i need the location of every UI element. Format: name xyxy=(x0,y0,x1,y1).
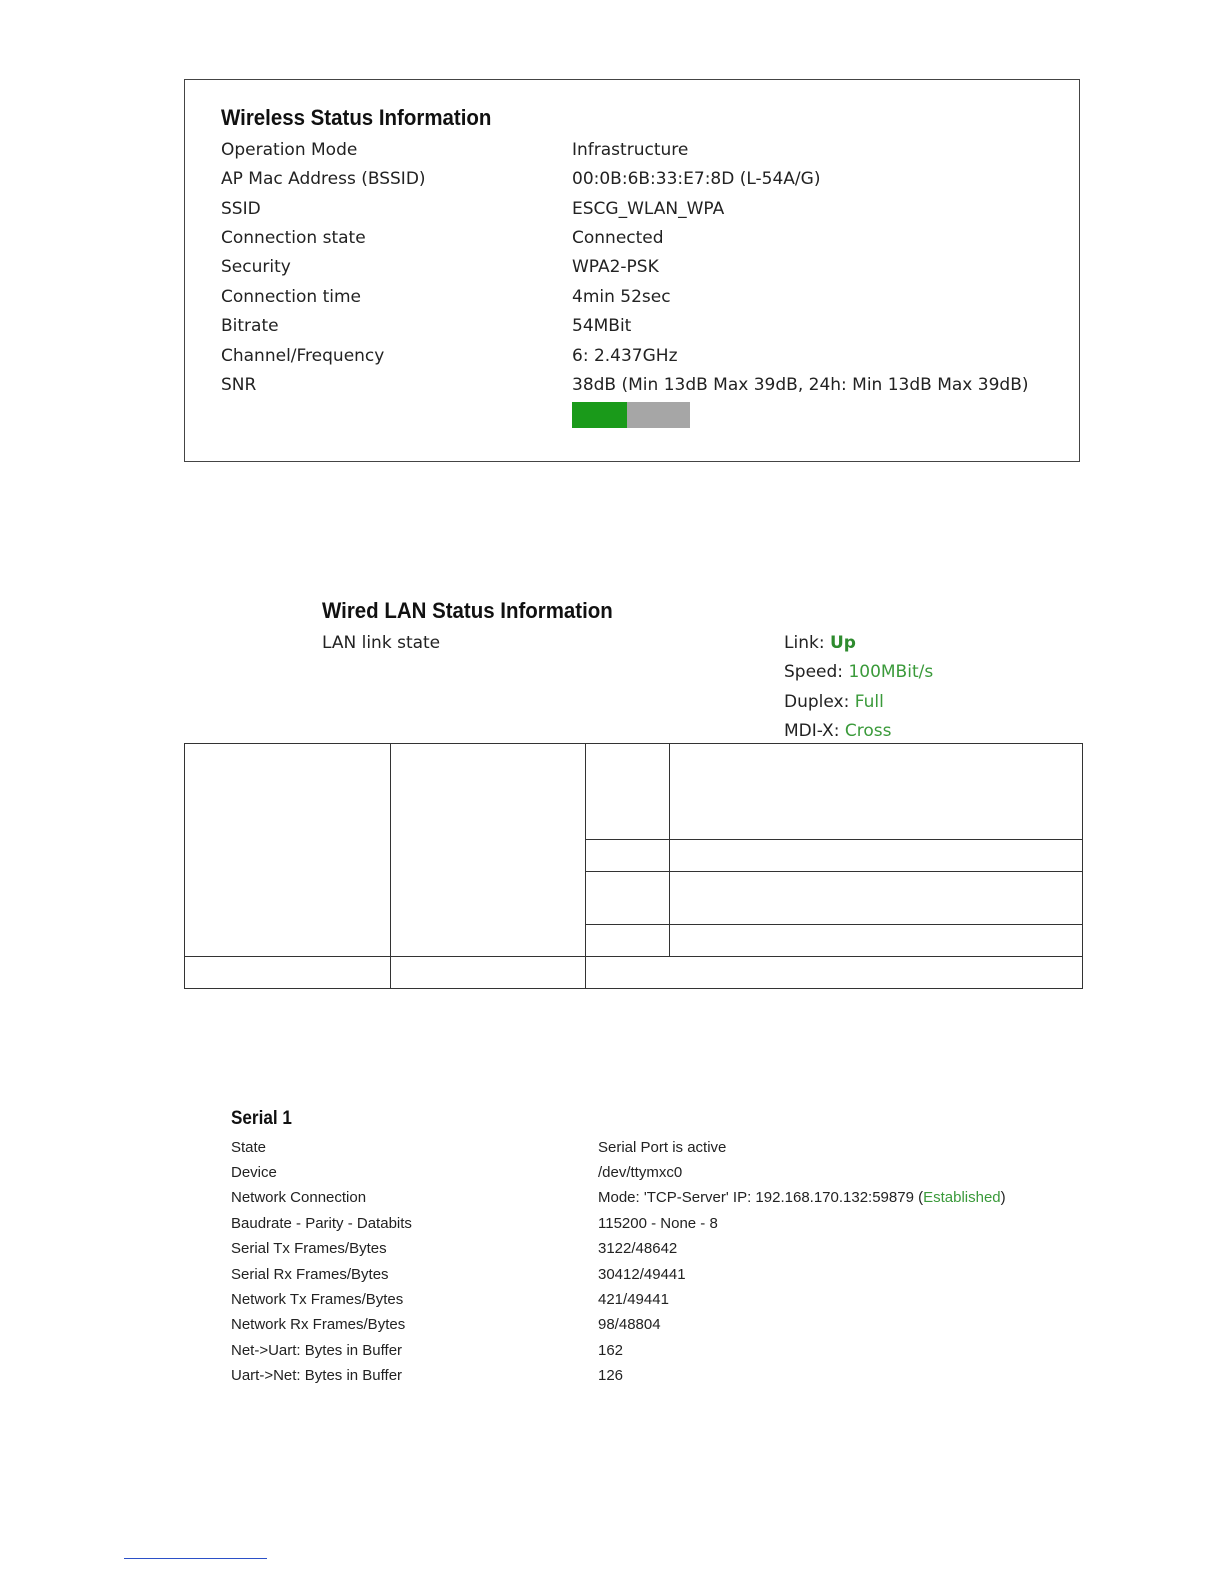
grid-cell xyxy=(185,957,391,989)
serial-value: 421/49441 xyxy=(598,1291,669,1308)
wireless-label: Connection time xyxy=(221,287,362,307)
lan-link-state-label: LAN link state xyxy=(322,633,441,653)
wireless-status-title: Wireless Status Information xyxy=(221,105,492,130)
grid-cell xyxy=(185,744,391,957)
serial-value: 126 xyxy=(598,1367,624,1384)
serial-label: Net->Uart: Bytes in Buffer xyxy=(231,1342,403,1359)
wired-status-title: Wired LAN Status Information xyxy=(322,598,613,623)
network-connection-mode: Mode: 'TCP-Server' IP: 192.168.170.132:59879 ( xyxy=(598,1189,924,1206)
lan-duplex-line xyxy=(784,687,884,717)
grid-cell xyxy=(670,925,1083,957)
serial-label: Network Connection xyxy=(231,1189,367,1206)
wireless-value: 6: 2.437GHz xyxy=(572,346,678,366)
serial-label: Network Rx Frames/Bytes xyxy=(231,1316,406,1333)
grid-cell xyxy=(670,744,1083,840)
serial-label: State xyxy=(231,1139,267,1156)
network-connection-status: Established xyxy=(923,1189,1001,1206)
grid-cell xyxy=(586,744,670,840)
serial-value: 98/48804 xyxy=(598,1316,661,1333)
lan-speed-label: Speed: xyxy=(784,662,844,682)
lan-speed-value: 100MBit/s xyxy=(848,662,934,682)
serial-value: Serial Port is active xyxy=(598,1139,727,1156)
snr-signal-bar xyxy=(572,402,690,428)
serial-label: Network Tx Frames/Bytes xyxy=(231,1291,404,1308)
wireless-label: SNR xyxy=(221,375,257,395)
grid-cell xyxy=(586,925,670,957)
empty-grid-table xyxy=(184,743,1083,989)
wireless-label: Channel/Frequency xyxy=(221,346,385,366)
lan-link-label: Link: xyxy=(784,633,825,653)
serial-value: 162 xyxy=(598,1342,624,1359)
serial-value: 3122/48642 xyxy=(598,1240,678,1257)
serial-label: Serial Tx Frames/Bytes xyxy=(231,1240,387,1257)
lan-mdix-line xyxy=(784,716,891,746)
serial-value: 115200 - None - 8 xyxy=(598,1215,718,1232)
lan-link-value: Up xyxy=(829,633,856,653)
serial-value xyxy=(598,1185,1006,1210)
wireless-label: Connection state xyxy=(221,228,366,248)
serial-title: Serial 1 xyxy=(231,1108,292,1129)
wireless-label: AP Mac Address (BSSID) xyxy=(221,169,426,189)
wireless-value: 4min 52sec xyxy=(572,287,671,307)
grid-cell xyxy=(391,744,586,957)
serial-value: 30412/49441 xyxy=(598,1266,686,1283)
wireless-value: ESCG_WLAN_WPA xyxy=(572,199,725,219)
serial-label: Device xyxy=(231,1164,277,1181)
wireless-value: WPA2-PSK xyxy=(572,257,659,277)
footnote-separator xyxy=(124,1558,267,1559)
network-connection-suffix: ) xyxy=(1000,1189,1006,1206)
grid-cell xyxy=(586,872,670,925)
wireless-value: 38dB (Min 13dB Max 39dB, 24h: Min 13dB Max 39dB) xyxy=(572,375,1029,395)
grid-cell xyxy=(586,840,670,872)
wireless-label: Operation Mode xyxy=(221,140,358,160)
grid-cell xyxy=(391,957,586,989)
lan-mdix-value: Cross xyxy=(844,721,892,741)
wireless-value: Connected xyxy=(572,228,664,248)
wireless-value: Infrastructure xyxy=(572,140,689,160)
wireless-value: 00:0B:6B:33:E7:8D (L-54A/G) xyxy=(572,169,821,189)
wireless-label: Security xyxy=(221,257,291,277)
snr-signal-bar-fill xyxy=(572,402,627,428)
serial-label: Baudrate - Parity - Databits xyxy=(231,1215,412,1232)
grid-cell xyxy=(670,872,1083,925)
grid-cell xyxy=(670,840,1083,872)
lan-link-line xyxy=(784,628,856,658)
serial-value: /dev/ttymxc0 xyxy=(598,1164,683,1181)
serial-label: Serial Rx Frames/Bytes xyxy=(231,1266,389,1283)
lan-speed-line xyxy=(784,657,933,687)
lan-duplex-value: Full xyxy=(854,692,884,712)
wireless-label: Bitrate xyxy=(221,316,279,336)
serial-label: Uart->Net: Bytes in Buffer xyxy=(231,1367,403,1384)
lan-duplex-label: Duplex: xyxy=(784,692,850,712)
lan-mdix-label: MDI-X: xyxy=(784,721,840,741)
grid-cell xyxy=(586,957,1083,989)
wireless-value: 54MBit xyxy=(572,316,632,336)
wireless-label: SSID xyxy=(221,199,261,219)
